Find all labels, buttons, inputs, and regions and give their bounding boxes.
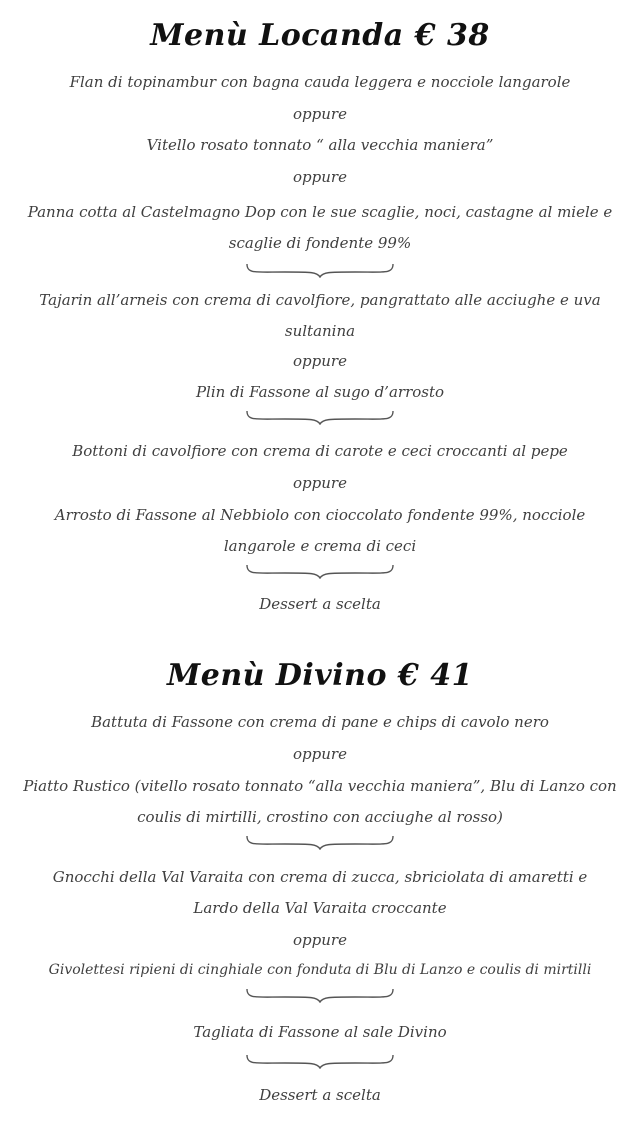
oppure-label: oppure	[293, 745, 347, 763]
divino-secondo: Tagliata di Fassone al sale Divino	[193, 1023, 447, 1041]
locanda-antipasto-1: Flan di topinambur con bagna cauda leggera e nocciole langarole	[69, 73, 571, 91]
locanda-antipasto-2: Vitello rosato tonnato “ alla vecchia maniera”	[146, 136, 494, 154]
curly-brace-divider-icon	[245, 409, 395, 425]
locanda-secondo-1: Bottoni di cavolfiore con crema di carote e ceci croccanti al pepe	[72, 442, 568, 460]
oppure-label: oppure	[293, 105, 347, 123]
divino-primo-1: Gnocchi della Val Varaita con crema di zucca, sbriciolata di amaretti e Lardo della Val Varaita croccante	[52, 868, 588, 917]
menu-locanda-title: Menù Locanda € 38	[150, 18, 490, 53]
curly-brace-divider-icon	[245, 563, 395, 579]
divino-antipasto-1: Battuta di Fassone con crema di pane e chips di cavolo nero	[91, 713, 549, 731]
locanda-antipasto-3: Panna cotta al Castelmagno Dop con le sue scaglie, noci, castagne al miele e scaglie di fondente 99%	[27, 203, 613, 252]
locanda-primo-2: Plin di Fassone al sugo d’arrosto	[195, 383, 445, 401]
locanda-secondo-2: Arrosto di Fassone al Nebbiolo con cioccolato fondente 99%, nocciole langarole e crema di ceci	[54, 506, 586, 555]
menu-divino-title: Menù Divino € 41	[167, 658, 473, 693]
oppure-label: oppure	[293, 352, 347, 370]
locanda-primo-1: Tajarin all’arneis con crema di cavolfiore, pangrattato alle acciughe e uva sultanina	[39, 291, 601, 340]
oppure-label: oppure	[293, 168, 347, 186]
curly-brace-divider-icon	[245, 1053, 395, 1069]
curly-brace-divider-icon	[245, 987, 395, 1003]
curly-brace-divider-icon	[245, 262, 395, 278]
oppure-label: oppure	[293, 474, 347, 492]
divino-antipasto-2: Piatto Rustico (vitello rosato tonnato “alla vecchia maniera”, Blu di Lanzo con coulis di mirtilli, crostino con acciughe al rosso)	[23, 777, 617, 826]
curly-brace-divider-icon	[245, 834, 395, 850]
divino-primo-2: Givolettesi ripieni di cinghiale con fonduta di Blu di Lanzo e coulis di mirtilli	[48, 962, 592, 978]
locanda-dessert: Dessert a scelta	[259, 595, 381, 613]
divino-dessert: Dessert a scelta	[259, 1086, 381, 1104]
oppure-label: oppure	[293, 931, 347, 949]
